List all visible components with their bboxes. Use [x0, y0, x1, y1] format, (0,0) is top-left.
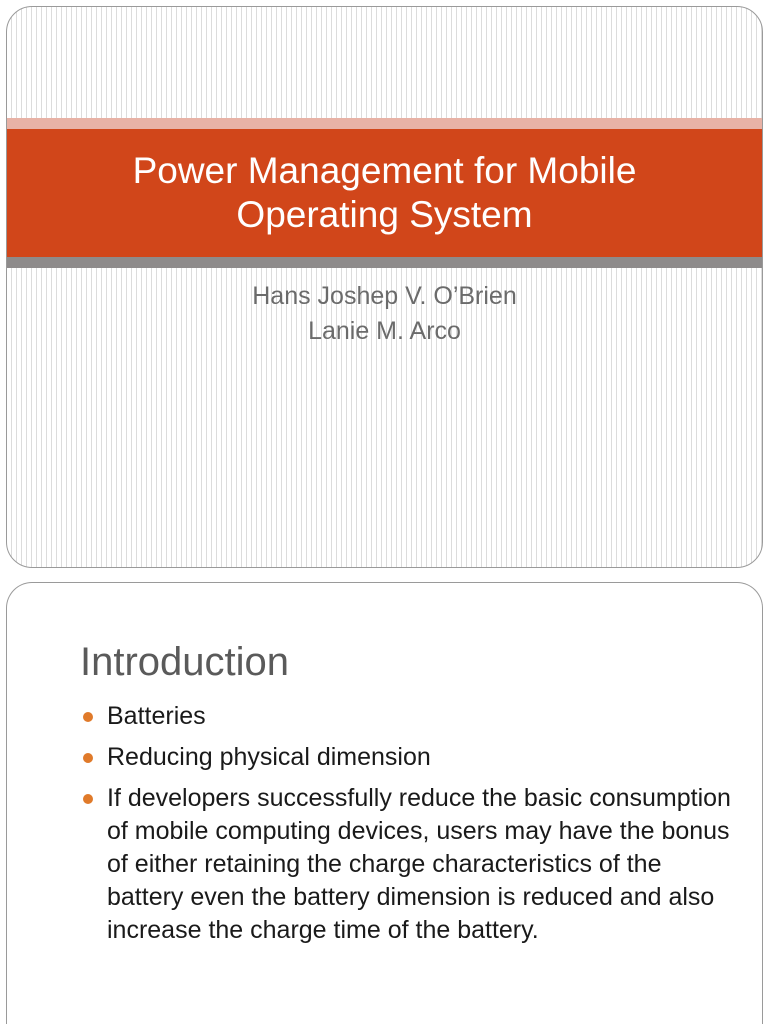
title-slide — [6, 6, 763, 568]
list-item — [80, 782, 740, 947]
bullet-dot-icon — [83, 753, 93, 763]
bullet-text: Reducing physical dimension — [107, 743, 431, 771]
title-band — [7, 129, 762, 257]
bullet-text: Batteries — [107, 702, 206, 730]
list-item — [80, 700, 740, 733]
slide-title: Power Management for Mobile Operating System — [132, 150, 637, 235]
author-name: Hans Joshep V. O’Brien — [252, 282, 517, 310]
bullet-dot-icon — [83, 712, 93, 722]
bullet-text: If developers successfully reduce the basic consumption of mobile computing devices, users may have the bonus of either retaining the charge characteristics of the battery even the battery dimension is reduced and also increase the charge time of the battery. — [107, 784, 731, 944]
bullet-list — [80, 700, 740, 955]
title-band-bottom-stripe — [7, 257, 762, 268]
bullet-dot-icon — [83, 794, 93, 804]
slide-heading: Introduction — [80, 640, 290, 684]
author-list — [7, 279, 762, 349]
author-name: Lanie M. Arco — [308, 317, 461, 345]
title-band-top-stripe — [7, 118, 762, 129]
list-item — [80, 741, 740, 774]
